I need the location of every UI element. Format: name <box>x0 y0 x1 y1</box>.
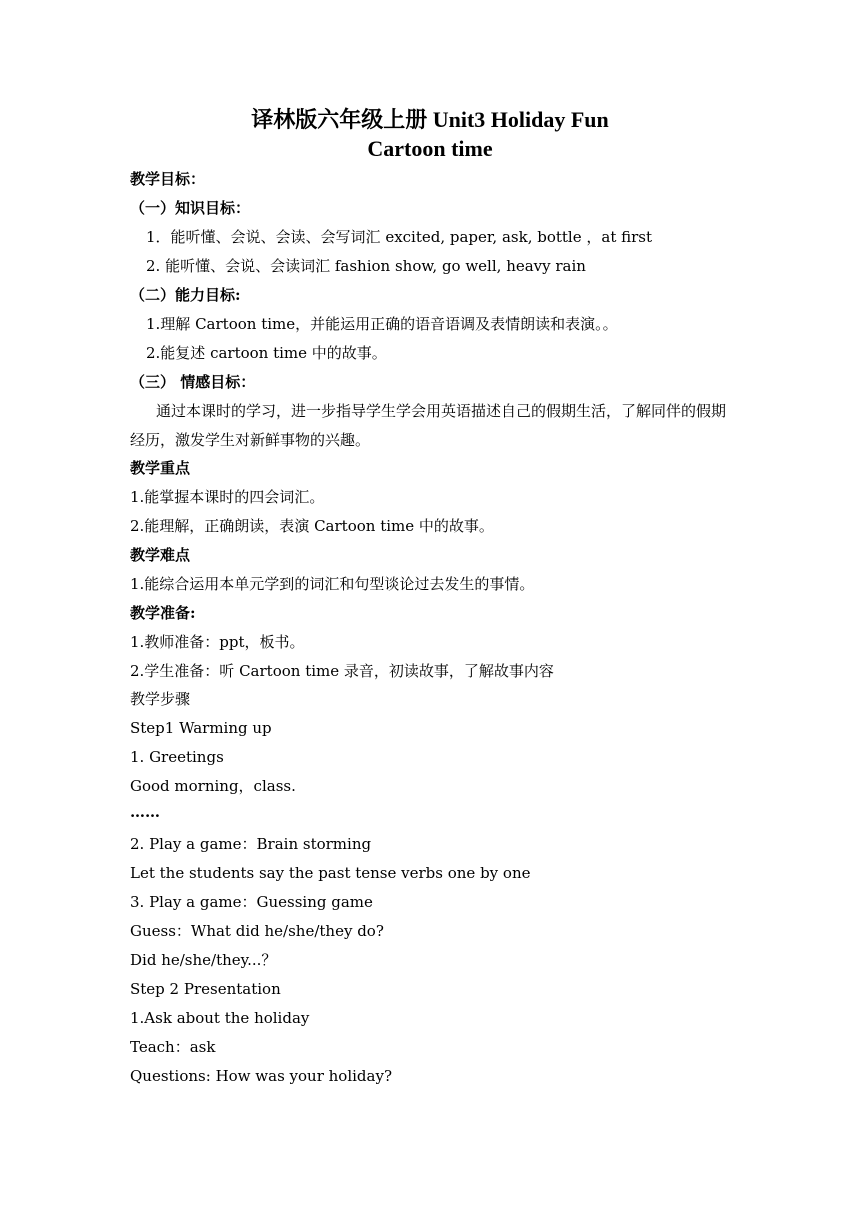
knowledge-item-2: 2. 能听懂、会说、会读词汇 fashion show, go well, heavy rain <box>146 257 586 275</box>
questions: Questions: How was your holiday? <box>130 1067 392 1085</box>
game-1: 2. Play a game：Brain storming <box>130 835 372 853</box>
preparation-item-2: 2.学生准备：听 Cartoon time 录音，初读故事，了解故事内容 <box>130 662 554 680</box>
ability-heading: （二）能力目标: <box>130 286 241 304</box>
ability-item-2: 2.能复述 cartoon time 中的故事。 <box>146 344 387 362</box>
preparation-heading: 教学准备: <box>130 604 196 622</box>
difficult-point-1: 1.能综合运用本单元学到的词汇和句型谈论过去发生的事情。 <box>130 575 535 593</box>
greetings: 1. Greetings <box>130 748 224 766</box>
title-line-2: Cartoon time <box>367 136 493 161</box>
good-morning: Good morning，class. <box>130 777 296 795</box>
key-point-2: 2.能理解，正确朗读，表演 Cartoon time 中的故事。 <box>130 517 494 535</box>
ask-holiday: 1.Ask about the holiday <box>130 1009 310 1027</box>
knowledge-heading: （一）知识目标： <box>130 199 251 217</box>
preparation-item-1: 1.教师准备：ppt，板书。 <box>130 633 305 651</box>
guess-question: Guess：What did he/she/they do? <box>130 922 384 940</box>
emotion-text: 通过本课时的学习，进一步指导学生学会用英语描述自己的假期生活，了解同伴的假期经历，激发学生对新鲜事物的兴趣。 <box>130 402 727 449</box>
objectives-heading: 教学目标： <box>130 170 206 188</box>
step-1-title: Step1 Warming up <box>130 719 272 737</box>
title-line-1: 译林版六年级上册 Unit3 Holiday Fun <box>251 107 609 132</box>
did-question: Did he/she/they...？ <box>130 951 277 969</box>
step-2-title: Step 2 Presentation <box>130 980 281 998</box>
ellipsis: …… <box>130 803 160 821</box>
key-points-heading: 教学重点 <box>130 459 191 477</box>
teach-ask: Teach：ask <box>130 1038 216 1056</box>
difficult-points-heading: 教学难点 <box>130 546 191 564</box>
knowledge-item-1: 1．能听懂、会说、会读、会写词汇 excited, paper, ask, bottle ，at first <box>146 228 653 246</box>
key-point-1: 1.能掌握本课时的四会词汇。 <box>130 488 325 506</box>
ability-item-1: 1.理解 Cartoon time，并能运用正确的语音语调及表情朗读和表演。。 <box>146 315 618 333</box>
game-1-description: Let the students say the past tense verbs one by one <box>130 864 531 882</box>
steps-heading: 教学步骤 <box>130 690 191 708</box>
emotion-heading: （三） 情感目标： <box>130 373 256 391</box>
game-2: 3. Play a game：Guessing game <box>130 893 373 911</box>
